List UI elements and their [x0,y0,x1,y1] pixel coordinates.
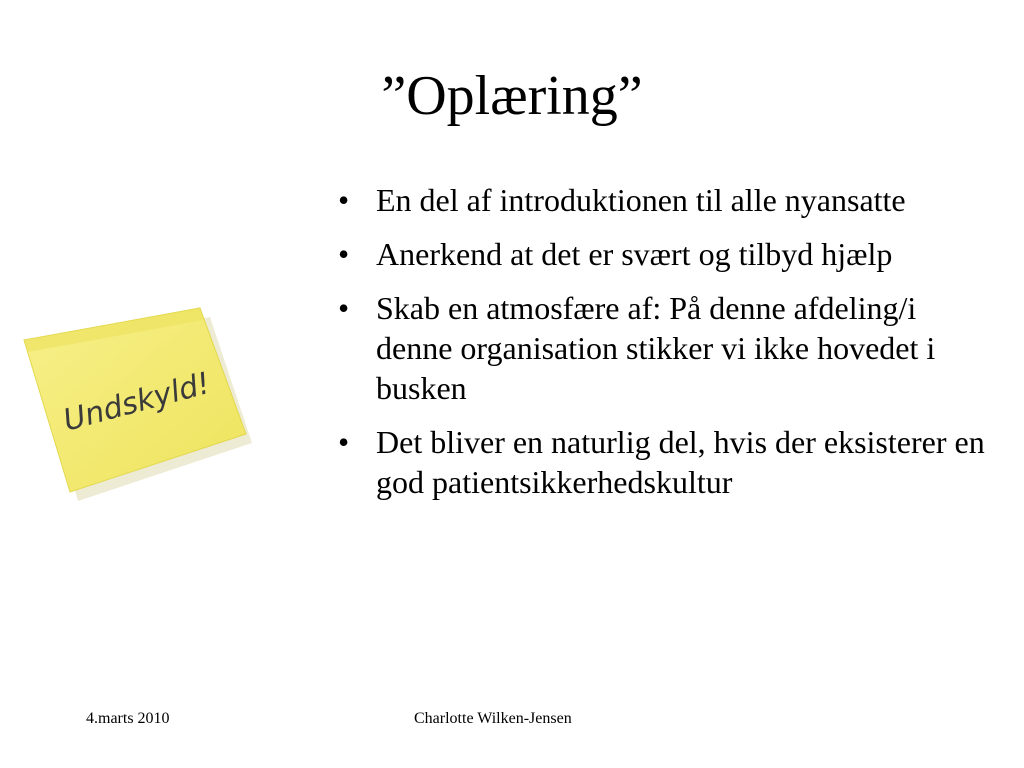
bullet-text: Det bliver en naturlig del, hvis der eksisterer en god patientsikkerhedskultur [376,424,985,500]
bullet-marker: • [338,424,350,460]
bullet-item [334,234,994,274]
bullet-text: Skab en atmosfære af: På denne afdeling/i denne organisation stikker vi ikke hovedet i busken [376,290,936,406]
bullet-item [334,422,994,502]
bullet-item [334,288,994,408]
bullet-list [334,180,994,516]
slide-title: ”Oplæring” [381,65,643,127]
sticky-note-image [10,298,270,508]
bullet-marker: • [338,182,350,218]
sticky-note-text: Undskyld! [59,365,214,439]
bullet-text: En del af introduktionen til alle nyansatte [376,182,906,218]
bullet-item [334,180,994,220]
footer-author: Charlotte Wilken-Jensen [414,710,572,727]
footer-date: 4.marts 2010 [86,710,170,727]
bullet-marker: • [338,236,350,272]
bullet-text: Anerkend at det er svært og tilbyd hjælp [376,236,893,272]
bullet-marker: • [338,290,350,326]
